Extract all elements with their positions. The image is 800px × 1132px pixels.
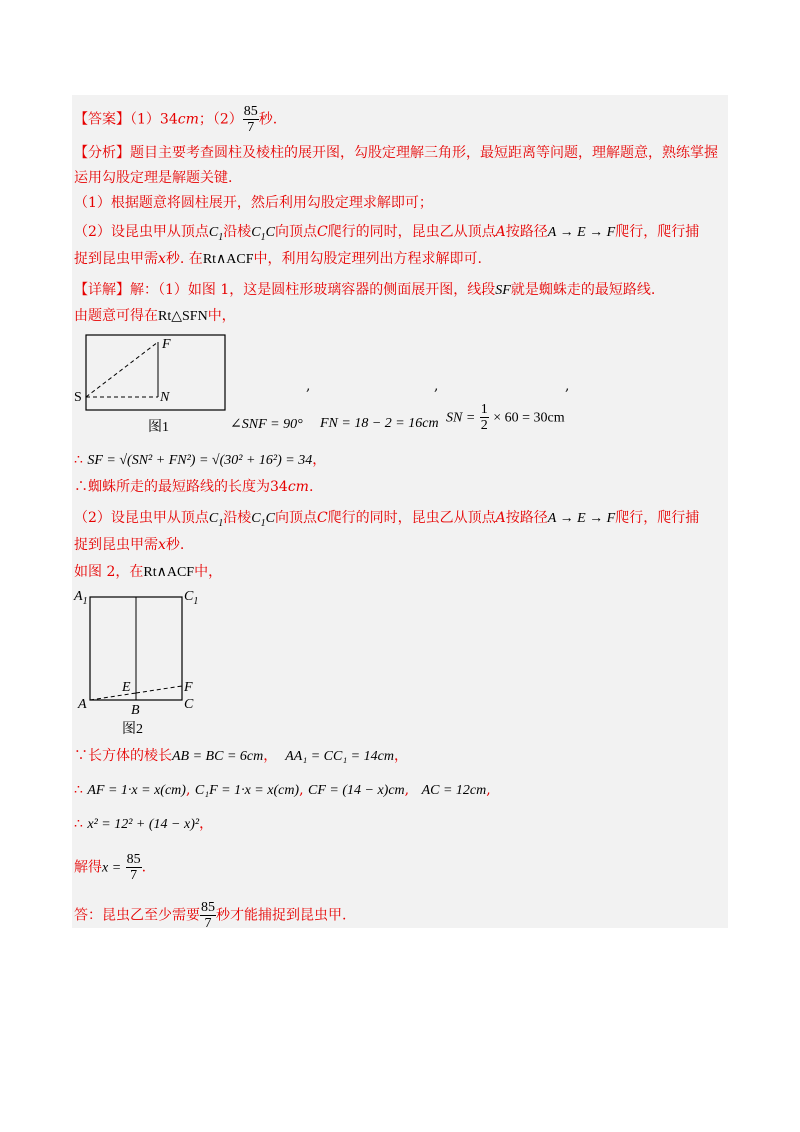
detail-line-1: 【详解】解：（1）如图 1，这是圆柱形玻璃容器的侧面展开图，线段SF就是蜘蛛走的最短路线. [74, 282, 656, 298]
segment-sf-dashed [86, 342, 158, 397]
segment-expressions: ∴ AF = 1·x = x(cm), C₁F = 1·x = x(cm), CF = (14 − x)cm, AC = 12cm, [74, 782, 491, 798]
pythagorean-equation: ∴ x² = 12² + (14 − x)²， [74, 816, 214, 832]
sf-calculation: ∴ SF = √(SN² + FN²) = √(30² + 16²) = 34， [74, 452, 327, 468]
answer-line: 【答案】（1）34cm；（2） $\frac{85}{7}$ 秒. [74, 104, 278, 135]
final-answer: 答：昆虫乙至少需要 $\frac{85}{7}$ 秒才能捕捉到昆虫甲. [74, 900, 347, 931]
fig2-label-f: F [184, 680, 193, 695]
shortest-length: ∴蜘蛛所走的最短路线的长度为34cm. [74, 479, 314, 495]
fig2-caption: 图2 [122, 722, 143, 737]
analysis-line-2: 运用勾股定理是解题关键. [74, 170, 233, 186]
fig2-label-a1: $A_1$ [74, 589, 88, 607]
answer-fraction: $\frac{85}{7}$ [243, 104, 258, 135]
detail-part2-line-2: 捉到昆虫甲需x秒. [74, 537, 185, 553]
fig1-label-f: F [162, 337, 171, 352]
detail-line-2: 由题意可得在Rt△SFN中， [74, 308, 236, 324]
analysis-tag: 【分析】 [74, 145, 130, 161]
fn-length: FN = 18 − 2 = 16cm [320, 416, 439, 431]
fig2-label-c1: $C_1$ [184, 589, 199, 607]
sn-length: SN = $\frac{1}{2}$ × 60 = 30cm [446, 402, 565, 433]
fig2-label-c: C [184, 697, 194, 712]
unrolled-rectangle [86, 335, 225, 410]
angle-snf: ∠SNF = 90° [230, 417, 303, 432]
fig1-caption: 图1 [148, 420, 169, 435]
detail-tag: 【详解】 [74, 282, 130, 298]
solution-line: 解得x = $\frac{85}{7}$ . [74, 852, 147, 883]
figure-2-intro: 如图 2，在Rt∧ACF中， [74, 564, 223, 580]
fig2-label-a: A [78, 697, 87, 712]
detail-part2-line-1: （2）设昆虫甲从顶点$C_1$沿棱$C_1C$向顶点C爬行的同时，昆虫乙从顶点A按路径A → E → F爬行，爬行捕 [74, 510, 700, 529]
fig1-label-n: N [160, 390, 170, 405]
fig2-label-e: E [122, 680, 131, 695]
analysis-line-3: （1）根据题意将圆柱展开，然后利用勾股定理求解即可； [74, 195, 433, 211]
fig2-label-b: B [131, 703, 140, 718]
analysis-line-4: （2）设昆虫甲从顶点$C_1$沿棱$C_1C$向顶点C爬行的同时，昆虫乙从顶点A按路径A → E → F爬行，爬行捕 [74, 224, 700, 243]
answer-tag: 【答案】 [74, 111, 130, 128]
fig1-label-s: S [74, 390, 82, 405]
analysis-line-1: 【分析】题目主要考查圆柱及棱柱的展开图，勾股定理解三角形，最短距离等问题，理解题意，熟练掌握 [74, 145, 718, 161]
edge-lengths: ∵长方体的棱长AB = BC = 6cm， AA₁ = CC₁ = 14cm， [74, 748, 408, 764]
analysis-line-5: 捉到昆虫甲需x秒. 在Rt∧ACF中，利用勾股定理列出方程求解即可. [74, 251, 482, 267]
path-ef [136, 686, 182, 693]
